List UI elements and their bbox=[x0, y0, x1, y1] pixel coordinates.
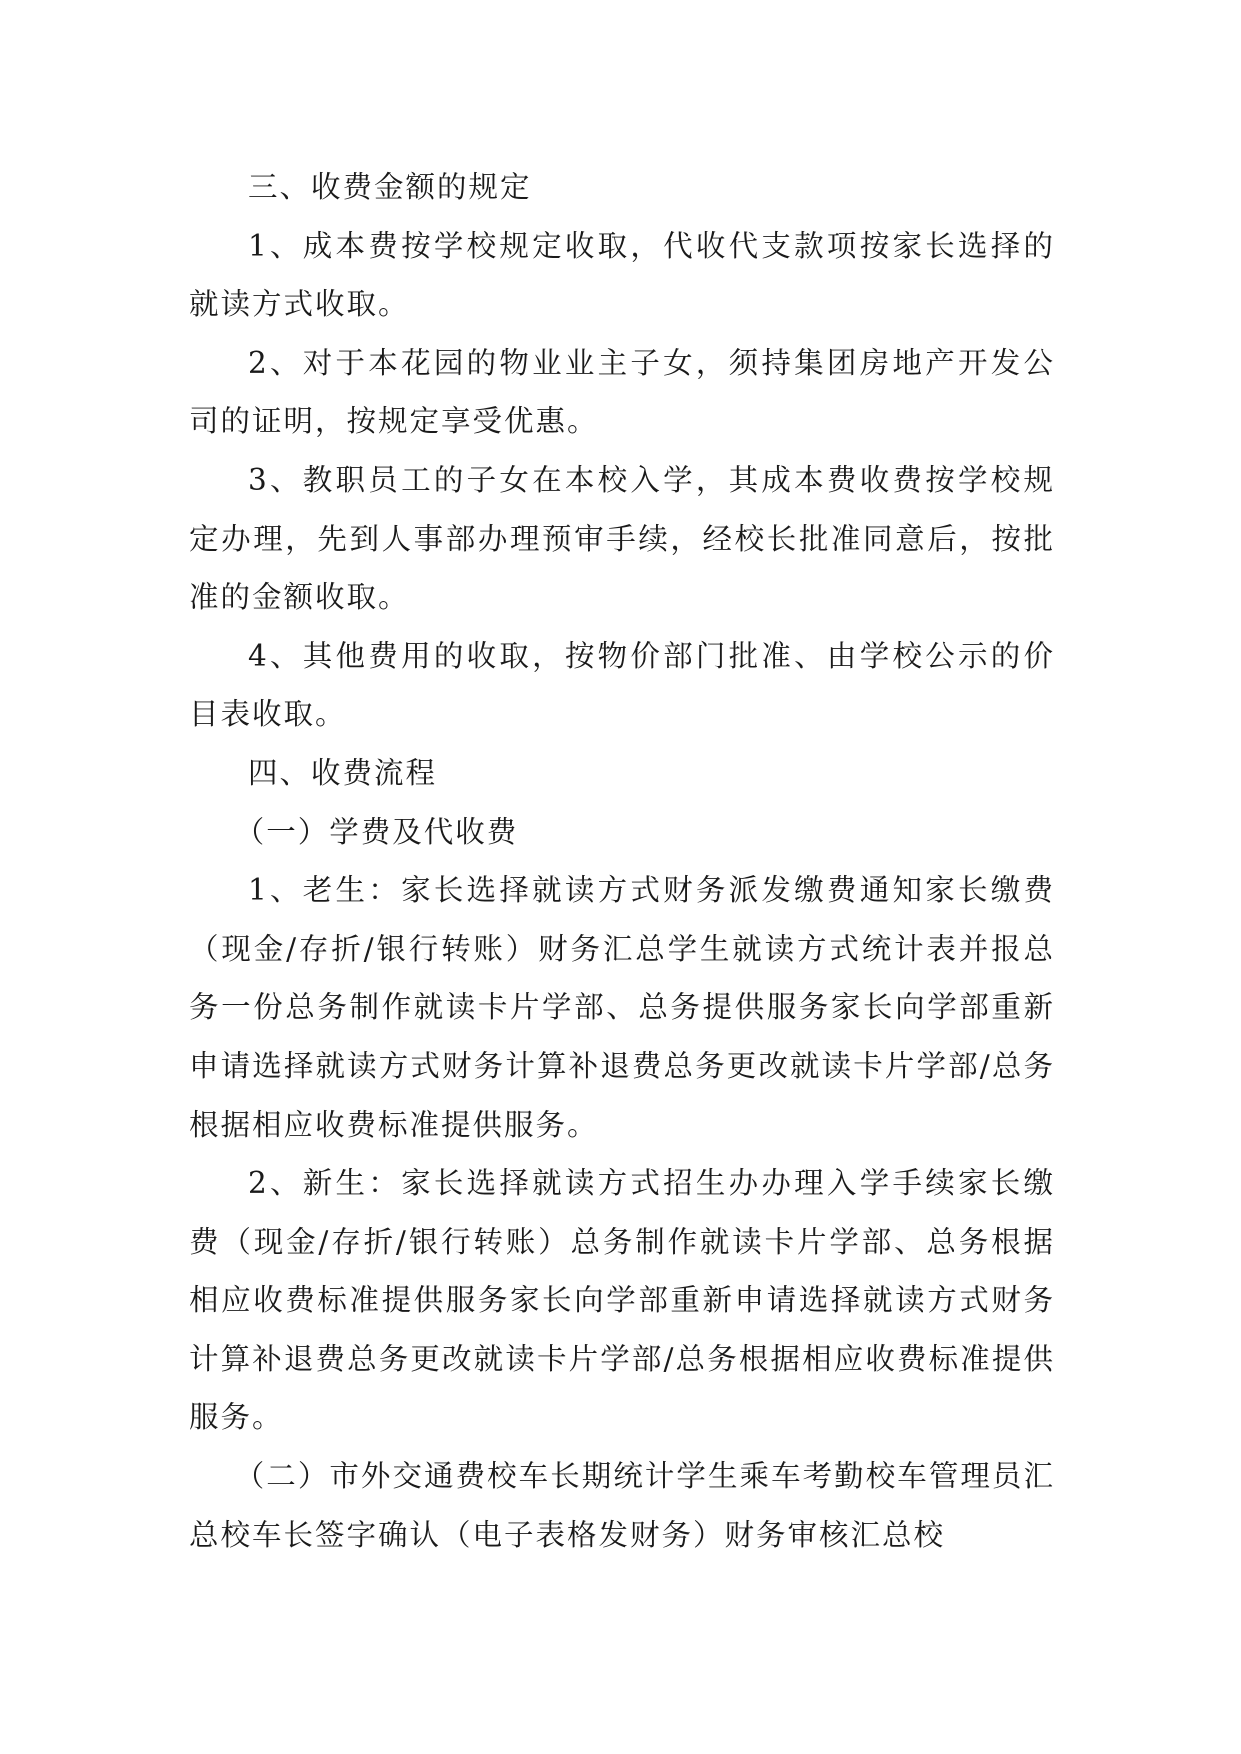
paragraph-old-students: 1、老生：家长选择就读方式财务派发缴费通知家长缴费（现金/存折/银行转账）财务汇总学生就读方式统计表并报总务一份总务制作就读卡片学部、总务提供服务家长向学部重新申请选择就读方式财务计算补退费总务更改就读卡片学部/总务根据相应收费标准提供服务。 bbox=[189, 873, 1055, 1142]
paragraph-transport-fee: （二）市外交通费校车长期统计学生乘车考勤校车管理员汇总校车长签字确认（电子表格发财务）财务审核汇总校 bbox=[189, 1459, 1055, 1552]
section-heading-fee-process: 四、收费流程 bbox=[248, 755, 438, 790]
paragraph-item-1: 1、成本费按学校规定收取，代收代支款项按家长选择的就读方式收取。 bbox=[189, 228, 1055, 322]
subsection-heading-tuition: （一）学费及代收费 bbox=[234, 814, 519, 849]
paragraph-item-3: 3、教职员工的子女在本校入学，其成本费收费按学校规定办理，先到人事部办理预审手续，经校长批准同意后，按批准的金额收取。 bbox=[189, 462, 1055, 615]
paragraph-item-2: 2、对于本花园的物业业主子女，须持集团房地产开发公司的证明，按规定享受优惠。 bbox=[189, 345, 1055, 439]
section-heading-fee-amount: 三、收费金额的规定 bbox=[248, 170, 532, 204]
paragraph-item-4: 4、其他费用的收取，按物价部门批准、由学校公示的价目表收取。 bbox=[189, 638, 1055, 732]
paragraph-new-students: 2、新生：家长选择就读方式招生办办理入学手续家长缴费（现金/存折/银行转账）总务制作就读卡片学部、总务根据相应收费标准提供服务家长向学部重新申请选择就读方式财务计算补退费总务更改就读卡片学部/总务根据相应收费标准提供服务。 bbox=[189, 1166, 1055, 1435]
document-body bbox=[189, 158, 1055, 1564]
